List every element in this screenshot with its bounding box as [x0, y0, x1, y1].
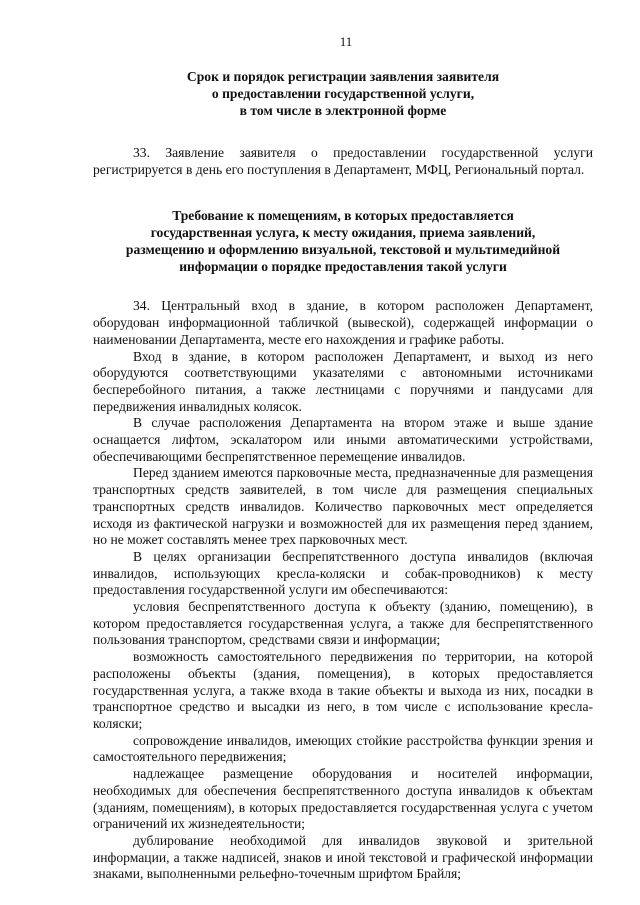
heading-line: размещению и оформлению визуальной, текстовой и мультимедийной: [125, 242, 561, 258]
paragraph-elevator: В случае расположения Департамента на втором этаже и выше здание оснащается лифтом, эскалатором или иными автоматическими устройствами, обеспечивающими беспрепятственное перемещение инвалидов.: [93, 415, 593, 464]
paragraph-parking: Перед зданием имеются парковочные места, предназначенные для размещения транспортных средств заявителей, в том числе для размещения специальных транспортных средств инвалидов. Количество парковочных мест определяется исходя из фактической нагрузки и возможностей для их размещения перед зданием, но не может составлять менее трех парковочных мест.: [93, 465, 593, 548]
paragraph-33: 33. Заявление заявителя о предоставлении государственной услуги регистрируется в день его поступления в Департамент, МФЦ, Региональный портал.: [93, 145, 593, 177]
paragraph-access-conditions: условия беспрепятственного доступа к объекту (зданию, помещению), в котором предоставляется государственная услуга, а также для беспрепятственного пользования транспортом, средствами связи и информации;: [93, 599, 593, 648]
section-heading-registration: [93, 68, 593, 119]
page-number: 11: [339, 34, 353, 49]
paragraph-equipment-placement: надлежащее размещение оборудования и носителей информации, необходимых для обеспечения беспрепятственного доступа инвалидов к объектам (зданиям, помещениям), в которых предоставляется государственная услуга с учетом ограничений их жизнедеятельности;: [93, 766, 593, 832]
heading-line: государственная услуга, к месту ожидания, приема заявлений,: [150, 225, 536, 241]
paragraph-entrance-signage: Вход в здание, в котором расположен Департамент, и выход из него оборудуются соответствующими указателями с автономными источниками бесперебойного питания, а также лестницами с поручнями и пандусами для передвижения инвалидных колясок.: [93, 348, 593, 414]
heading-line: информации о порядке предоставления такой услуги: [179, 259, 507, 275]
paragraph-braille-duplication: дублирование необходимой для инвалидов звуковой и зрительной информации, а также надписей, знаков и иной текстовой и графической информации знаками, выполненными рельефно-точечным шрифтом Брайля;: [93, 832, 593, 882]
heading-line: Срок и порядок регистрации заявления заявителя: [186, 69, 500, 84]
paragraph-34: 34. Центральный вход в здание, в котором расположен Департамент, оборудован информационной табличкой (вывеской), содержащей информации о наименовании Департамента, месте его нахождения и графике работы.: [93, 298, 593, 347]
paragraph-independent-movement: возможность самостоятельного передвижения по территории, на которой расположены объекты (здания, помещения), в которых предоставляется государственная услуга, а также входа в такие объекты и выхода из них, посадки в транспортное средство и высадки из него, в том числе с использование кресла-коляски;: [93, 649, 593, 731]
paragraph-escort: сопровождение инвалидов, имеющих стойкие расстройства функции зрения и самостоятельного передвижения;: [93, 732, 593, 765]
section-heading-premises: [93, 207, 593, 275]
heading-line: в том числе в электронной форме: [239, 103, 447, 118]
heading-line: о предоставлении государственной услуги,: [211, 86, 475, 101]
paragraph-accessibility-intro: В целях организации беспрепятственного доступа инвалидов (включая инвалидов, использующих кресла-коляски и собак-проводников) к месту предоставления государственной услуги им обеспечиваются:: [93, 548, 593, 598]
heading-line: Требование к помещениям, в которых предоставляется: [172, 208, 514, 224]
document-page: [93, 34, 593, 883]
